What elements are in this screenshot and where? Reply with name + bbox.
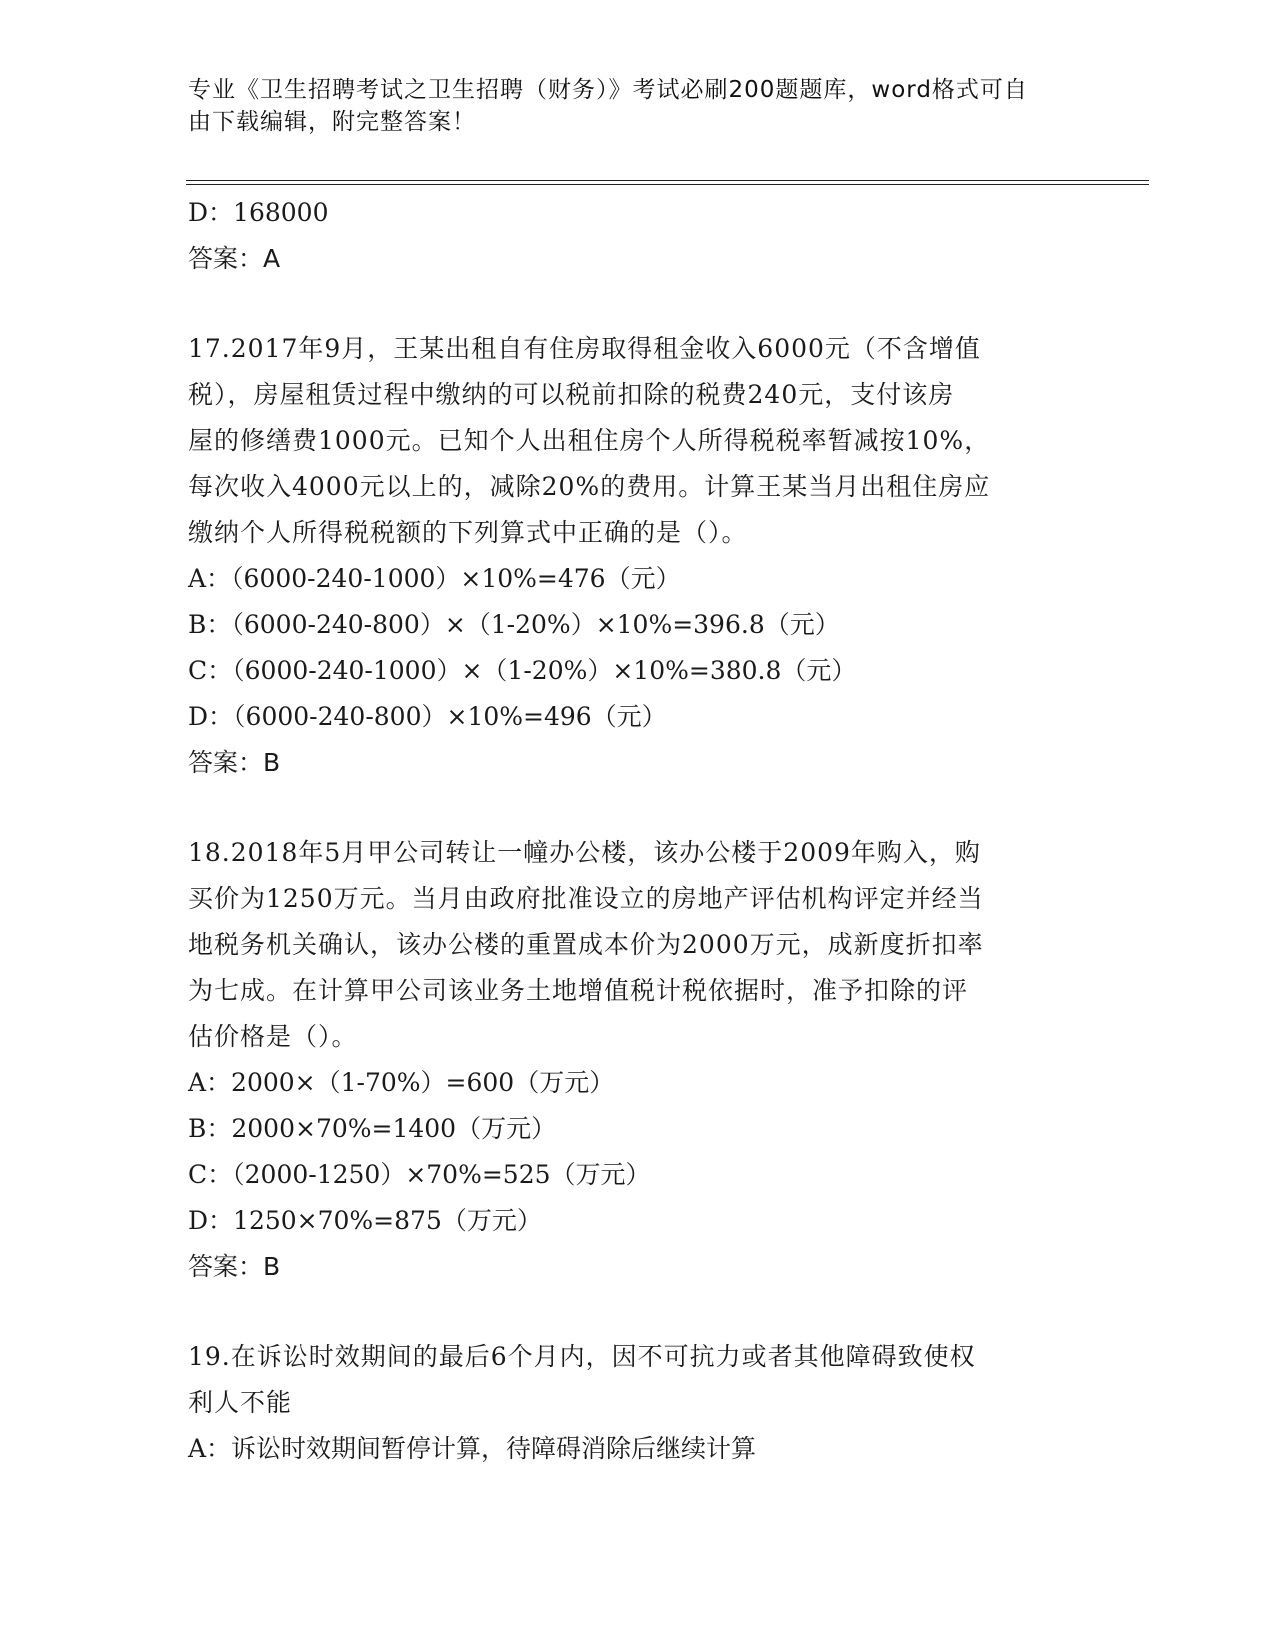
question-stem-line: 每次收入4000元以上的，减除20%的费用。计算王某当月出租住房应: [188, 472, 991, 501]
answer: 答案：B: [188, 1252, 281, 1281]
question-stem-line: 屋的修缮费1000元。已知个人出租住房个人所得税税率暂减按10%，: [188, 426, 991, 455]
prev-question-answer: 答案：A: [188, 244, 281, 273]
question-stem-line: 买价为1250万元。当月由政府批准设立的房地产评估机构评定并经当: [188, 884, 984, 913]
question-stem-line: 缴纳个人所得税税额的下列算式中正确的是（）。: [188, 518, 748, 547]
question-stem-line: 税），房屋租赁过程中缴纳的可以税前扣除的税费240元，支付该房: [188, 380, 955, 409]
question-stem-line: 利人不能: [188, 1388, 293, 1417]
page-header: [188, 74, 1068, 138]
question-stem-line: 为七成。在计算甲公司该业务土地增值税计税依据时，准予扣除的评: [188, 976, 969, 1005]
question-stem-line: 19.在诉讼时效期间的最后6个月内，因不可抗力或者其他障碍致使权: [188, 1342, 976, 1371]
option-a: A：诉讼时效期间暂停计算，待障碍消除后继续计算: [188, 1434, 757, 1463]
question-17: [188, 326, 1088, 786]
question-19: [188, 1334, 1088, 1472]
question-stem-line: 估价格是（）。: [188, 1022, 358, 1051]
question-18: [188, 830, 1088, 1290]
option-d: D：1250×70%=875（万元）: [188, 1206, 542, 1235]
header-line-2: 由下载编辑，附完整答案！: [188, 109, 476, 135]
option-c: C：（2000-1250）×70%=525（万元）: [188, 1160, 651, 1189]
header-divider-top: [186, 180, 1149, 181]
option-b: B：2000×70%=1400（万元）: [188, 1114, 557, 1143]
option-d: D：（6000-240-800）×10%=496（元）: [188, 702, 667, 731]
option-a: A：2000×（1-70%）=600（万元）: [188, 1068, 615, 1097]
option-b: B：（6000-240-800）×（1-20%）×10%=396.8（元）: [188, 610, 840, 639]
question-stem-line: 地税务机关确认，该办公楼的重置成本价为2000万元，成新度折扣率: [188, 930, 984, 959]
header-line-1: 专业《卫生招聘考试之卫生招聘（财务）》考试必刷200题题库，word格式可自: [188, 77, 1028, 103]
question-stem-line: 18.2018年5月甲公司转让一幢办公楼，该办公楼于2009年购入，购: [188, 838, 981, 867]
document-body: [188, 190, 1088, 1472]
option-c: C：（6000-240-1000）×（1-20%）×10%=380.8（元）: [188, 656, 857, 685]
header-divider-bottom: [186, 184, 1149, 185]
question-stem-line: 17.2017年9月，王某出租自有住房取得租金收入6000元（不含增值: [188, 334, 981, 363]
prev-question-option-d: D：168000: [188, 198, 329, 227]
answer: 答案：B: [188, 748, 281, 777]
option-a: A：（6000-240-1000）×10%=476（元）: [188, 564, 681, 593]
